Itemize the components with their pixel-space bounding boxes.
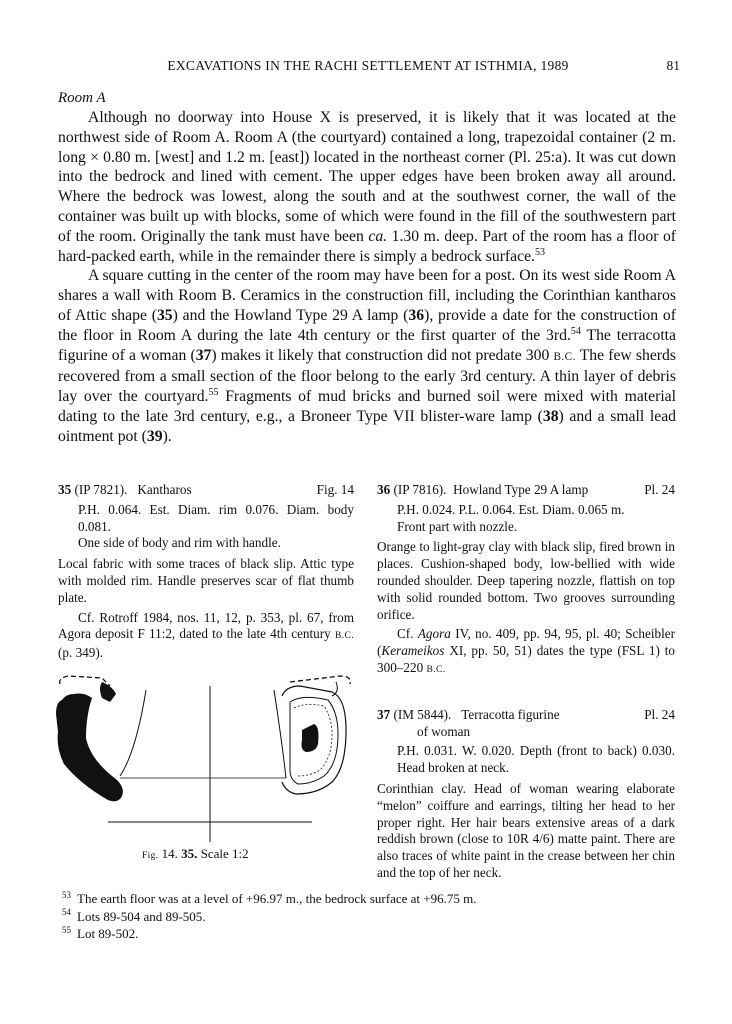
running-head-title: EXCAVATIONS IN THE RACHI SETTLEMENT AT ISTHMIA, 1989 [167, 58, 569, 73]
rim-section [100, 682, 116, 702]
page-number: 81 [666, 58, 680, 73]
catalogue-entry-36 [377, 482, 675, 679]
entry-37-measurements: P.H. 0.031. W. 0.020. Depth (front to back) 0.030. Head broken at neck. [397, 743, 675, 776]
catalogue-entry-35 [58, 482, 354, 662]
entry-36-plate-ref[interactable]: Pl. 24 [644, 482, 675, 497]
running-head [56, 58, 680, 78]
entry-36-measurements: P.H. 0.024. P.L. 0.064. Est. Diam. 0.065 m. [397, 501, 625, 517]
footnote-55: $^{55}$ Lot 89-502. [62, 924, 139, 941]
footnote-ref-53[interactable]: 53 [534, 246, 545, 258]
entry-35-comparanda: Cf. Rotroff 1984, nos. 11, 12, p. 353, pl. 67, from Agora deposit F 11:2, dated to the late 4th century B.C. (p. 349). [58, 609, 354, 661]
entry-36-preserved: Front part with nozzle. [397, 518, 518, 534]
entry-35-preserved: One side of body and rim with handle. [78, 535, 281, 551]
left-outline [120, 690, 146, 776]
entry-36-comparanda: Cf. Agora IV, no. 409, pp. 94, 95, pl. 40; Scheibler (Kerameikos XI, pp. 50, 51) dates the type (FSL 1) to 300–220 B.C. [377, 626, 676, 675]
entry-35-figure-ref[interactable]: Fig. 14 [316, 482, 354, 497]
catalogue-entry-37 [377, 707, 675, 882]
paragraph-2: A square cutting in the center of the room may have been for a post. On its west side Room A shares a wall with Room B. Ceramics in the construction fill, including the Corinthian kantharos of Attic shape (35) and the Howland Type 29 A lamp (36), provide a date for the construction of the floor in Room A during the late 4th century or the first quarter of the 3rd.$^{54}$ The terracotta figurine of a woman (37) makes it likely that construction did not predate 300 B.C. The few sherds recovered from a small section of the floor belong to the early 3rd century. A thin layer of debris lay over the courtyard.$^{55}$ Fragments of mud bricks and burned soil were mixed with material dating to the late 3rd century, e.g., a Broneer Type VII blister-ware lamp (38) and a small lead ointment pot (39). [58, 267, 677, 445]
catalogue-right-column [377, 482, 675, 882]
entry-37-plate-ref[interactable]: Pl. 24 [644, 706, 675, 722]
paragraph-1: Although no doorway into House X is preserved, it is likely that it was located at the northwest side of Room A. Room A (the courtyard) contained a long, trapezoidal container (2 m. long × 0.80 m. [west] and 1.2 m. [east]) located in the northeast corner (Pl. 25:a). It was cut down into the bedrock and lined with cement. The upper edges have been broken away all around. Where the bedrock was lowest, along the south and at the southwest corner, the wall of the container was built up with blocks, some of which were found in the fill of the southwestern part of the room. Originally the tank must have been ca. 1.30 m. deep. Part of the room has a floor of hard-packed earth, while in the remainder there is simply a bedrock surface.$^{53}$ [58, 109, 677, 265]
kantharos-profile-drawing [50, 672, 362, 844]
footnote-ref-55[interactable]: 55 [208, 386, 219, 398]
figure-14-caption: Fig. 14. 35. Scale 1:2 [142, 846, 249, 861]
entry-35-measurements: P.H. 0.064. Est. Diam. rim 0.076. Diam. body 0.081. [78, 501, 354, 534]
footnotes [62, 890, 662, 943]
footnote-54: $^{54}$ Lots 89-504 and 89-505. [62, 907, 206, 924]
section-heading: Room A [58, 90, 106, 106]
entry-37-description: Corinthian clay. Head of woman wearing elaborate “melon” coiffure and earrings, tilting her head to her proper right. Her hair bears extensive areas of a dark reddish brown (close to 10R 4/6) matte paint. There are also traces of white paint in the crease between her chin and the top of her neck. [377, 780, 675, 880]
footnote-ref-54[interactable]: 54 [570, 325, 581, 337]
entry-36-heading: 36 (IP 7816). Howland Type 29 A lamp Pl. 24 [377, 482, 675, 497]
right-rim-notch [332, 682, 337, 696]
footnote-53: $^{53}$ The earth floor was at a level of +96.97 m., the bedrock surface at +96.75 m. [62, 889, 477, 906]
main-body [58, 108, 676, 447]
rim-dashed-right [290, 676, 350, 684]
entry-35-heading: 35 (IP 7821). Kantharos Fig. 14 [58, 482, 354, 497]
figure-14-drawing [50, 672, 362, 852]
right-outline [274, 690, 286, 778]
entry-37-heading: 37 (IM 5844). Terracotta figurine Pl. 24 of woman [377, 706, 675, 739]
wall-section [56, 694, 123, 802]
entry-35-description: Local fabric with some traces of black slip. Attic type with molded rim. Handle preserves scar of flat thumb plate. [58, 556, 354, 605]
thumb-plate-scar [302, 724, 319, 752]
entry-36-description: Orange to light-gray clay with black slip, fired brown in places. Cushion-shaped body, low-bellied with wide rounded shoulder. Deep tapering nozzle, flattish on top with solid rounded bottom. Two grooves surrounding orifice. [377, 539, 675, 622]
